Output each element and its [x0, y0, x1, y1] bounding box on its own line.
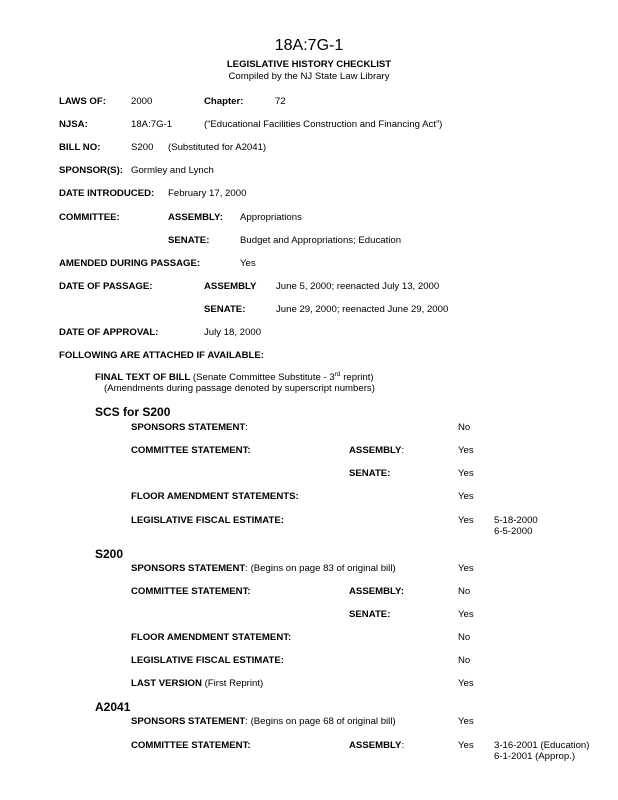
scs-senate-label: SENATE: [349, 468, 391, 479]
sponsors-label: SPONSOR(S): [59, 165, 123, 176]
sponsors-value: Gormley and Lynch [131, 165, 214, 176]
scs-assembly-label: ASSEMBLY [349, 445, 402, 456]
s200-assembly-value: No [458, 586, 471, 597]
s200-heading: S200 [95, 547, 124, 561]
s200-sponsors-line [131, 563, 396, 574]
scs-fiscal-label: LEGISLATIVE FISCAL ESTIMATE: [131, 515, 284, 526]
scs-heading: SCS for S200 [95, 405, 171, 419]
committee-assembly-label: ASSEMBLY: [168, 212, 223, 223]
scs-sponsors-value: No [458, 422, 471, 433]
scs-assembly-colon: : [401, 445, 405, 456]
s200-last-label: LAST VERSION [131, 678, 202, 689]
s200-committee-label: COMMITTEE STATEMENT: [131, 586, 251, 597]
date-introduced-label: DATE INTRODUCED: [59, 188, 155, 199]
s200-sponsors-label: SPONSORS STATEMENT [131, 563, 246, 574]
scs-fiscal-date-2: 6-5-2000 [494, 526, 533, 537]
a2041-sponsors-line [131, 716, 396, 727]
scs-assembly-value: Yes [458, 445, 474, 456]
amended-label: AMENDED DURING PASSAGE: [59, 258, 201, 269]
bill-no-value: S200 [131, 142, 154, 153]
final-text-line [95, 372, 374, 383]
a2041-sponsors-note: : (Begins on page 68 of original bill) [245, 716, 396, 727]
a2041-assembly-date-2: 6-1-2001 (Approp.) [494, 751, 576, 762]
approval-label: DATE OF APPROVAL: [59, 327, 159, 338]
scs-sponsors-line [131, 422, 248, 433]
document-subtitle: LEGISLATIVE HISTORY CHECKLIST [226, 59, 392, 70]
bill-no-label: BILL NO: [59, 142, 101, 153]
a2041-assembly-value: Yes [458, 740, 474, 751]
scs-floor-value: Yes [458, 491, 474, 502]
final-text-note: (Senate Committee Substitute - 3 [190, 372, 335, 383]
date-introduced-value: February 17, 2000 [168, 188, 247, 199]
chapter-value: 72 [275, 96, 286, 107]
a2041-sponsors-label: SPONSORS STATEMENT [131, 716, 246, 727]
njsa-label: NJSA: [59, 119, 88, 130]
scs-fiscal-value: Yes [458, 515, 474, 526]
s200-assembly-label: ASSEMBLY: [349, 586, 404, 597]
final-text-ordinal: rd [334, 370, 341, 378]
s200-floor-label: FLOOR AMENDMENT STATEMENT: [131, 632, 292, 643]
approval-value: July 18, 2000 [204, 327, 262, 338]
s200-floor-value: No [458, 632, 471, 643]
amendments-note: (Amendments during passage denoted by superscript numbers) [104, 383, 375, 394]
a2041-assembly-date-1: 3-16-2001 (Education) [494, 740, 590, 751]
s200-fiscal-value: No [458, 655, 471, 666]
scs-assembly-line [349, 445, 404, 456]
scs-senate-value: Yes [458, 468, 474, 479]
a2041-assembly-line [349, 740, 404, 751]
s200-sponsors-value: Yes [458, 563, 474, 574]
passage-assembly-label: ASSEMBLY [204, 281, 257, 292]
s200-sponsors-note: : (Begins on page 83 of original bill) [245, 563, 396, 574]
njsa-value: 18A:7G-1 [131, 119, 173, 130]
committee-assembly-value: Appropriations [240, 212, 302, 223]
committee-label: COMMITTEE: [59, 212, 120, 223]
document-title: 18A:7G-1 [274, 37, 344, 54]
a2041-assembly-label: ASSEMBLY [349, 740, 402, 751]
passage-senate-value: June 29, 2000; reenacted June 29, 2000 [276, 304, 449, 315]
scs-floor-label: FLOOR AMENDMENT STATEMENTS: [131, 491, 299, 502]
a2041-sponsors-value: Yes [458, 716, 474, 727]
passage-senate-label: SENATE: [204, 304, 246, 315]
s200-senate-label: SENATE: [349, 609, 391, 620]
scs-sponsors-colon: : [245, 422, 248, 433]
scs-sponsors-label: SPONSORS STATEMENT [131, 422, 246, 433]
passage-label: DATE OF PASSAGE: [59, 281, 153, 292]
laws-of-value: 2000 [131, 96, 153, 107]
s200-last-value: Yes [458, 678, 474, 689]
s200-fiscal-label: LEGISLATIVE FISCAL ESTIMATE: [131, 655, 284, 666]
committee-senate-value: Budget and Appropriations; Education [240, 235, 402, 246]
a2041-assembly-colon: : [401, 740, 405, 751]
a2041-heading: A2041 [95, 700, 131, 714]
compiled-by: Compiled by the NJ State Law Library [228, 71, 390, 82]
chapter-label: Chapter: [204, 96, 244, 107]
final-text-label: FINAL TEXT OF BILL [95, 372, 191, 383]
passage-assembly-value: June 5, 2000; reenacted July 13, 2000 [276, 281, 440, 292]
s200-senate-value: Yes [458, 609, 474, 620]
attached-heading: FOLLOWING ARE ATTACHED IF AVAILABLE: [59, 350, 264, 361]
scs-fiscal-date-1: 5-18-2000 [494, 515, 538, 526]
final-text-note-end: reprint) [340, 372, 374, 383]
laws-of-label: LAWS OF: [59, 96, 106, 107]
a2041-committee-label: COMMITTEE STATEMENT: [131, 740, 251, 751]
s200-last-version-line [131, 678, 263, 689]
s200-last-note: (First Reprint) [201, 678, 264, 689]
njsa-act-title: (“Educational Facilities Construction and Financing Act”) [204, 119, 443, 130]
bill-no-note: (Substituted for A2041) [168, 142, 267, 153]
committee-senate-label: SENATE: [168, 235, 210, 246]
scs-committee-label: COMMITTEE STATEMENT: [131, 445, 251, 456]
amended-value: Yes [240, 258, 256, 269]
